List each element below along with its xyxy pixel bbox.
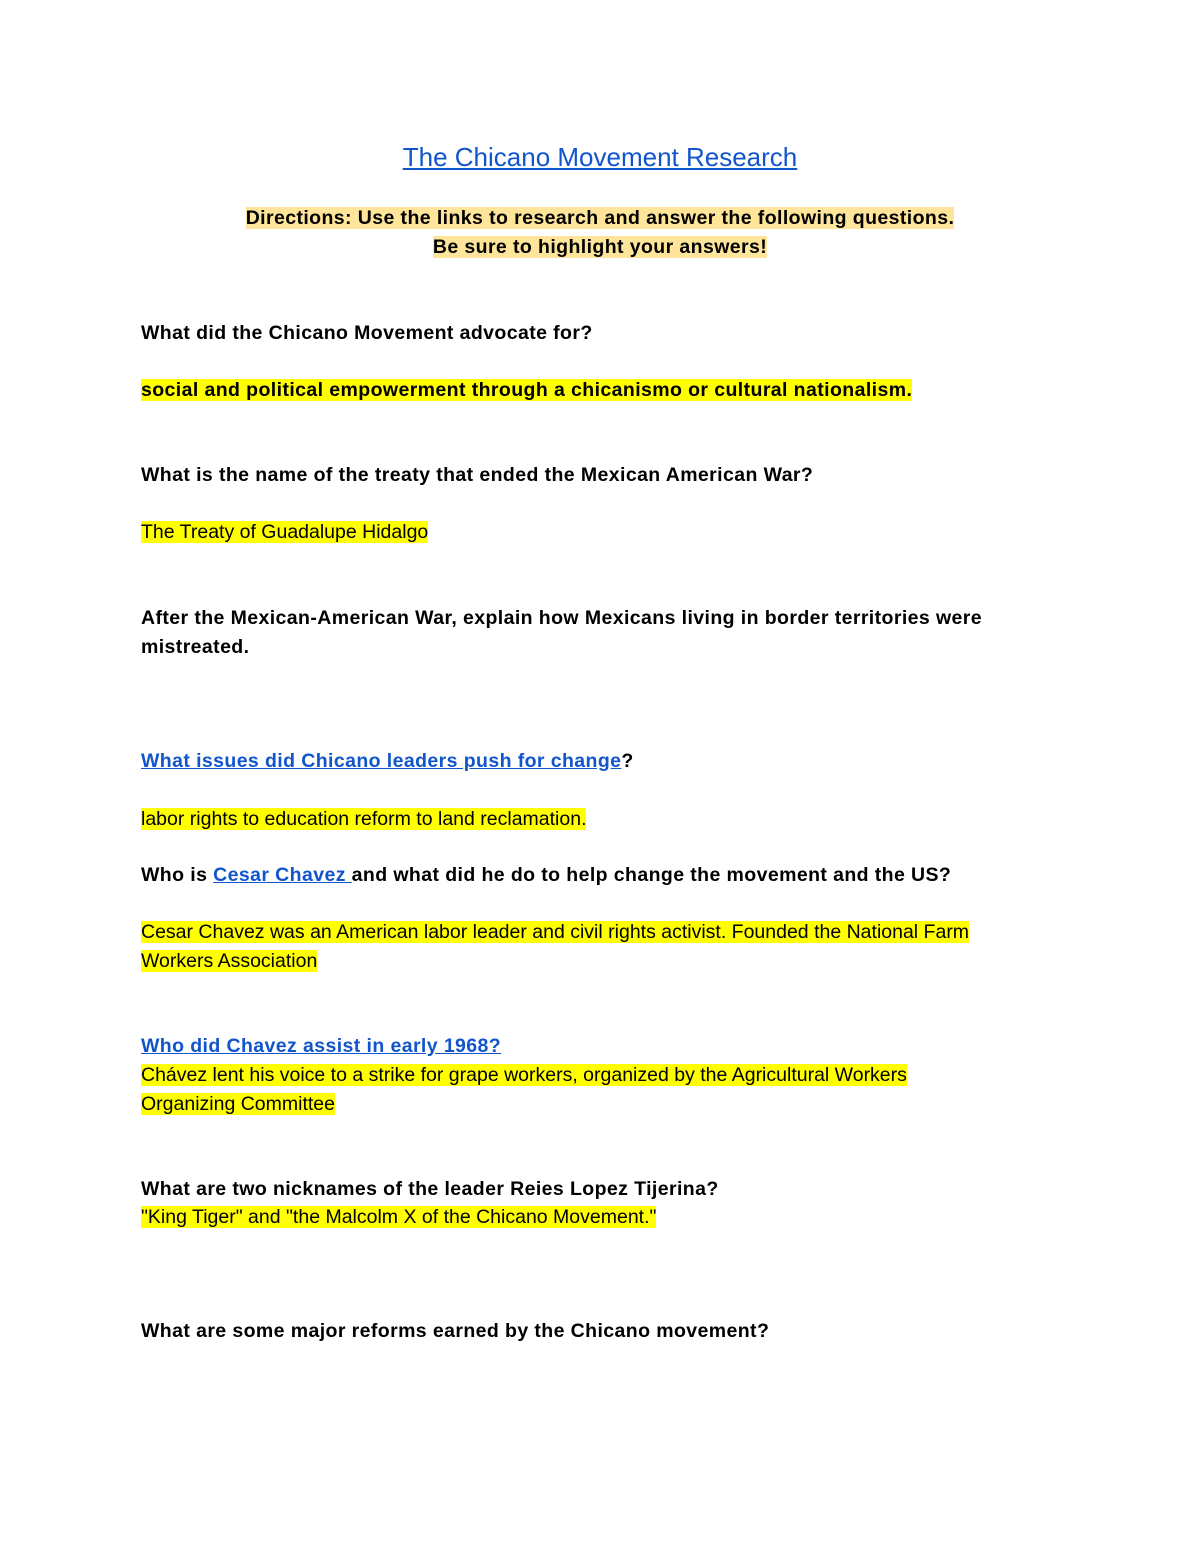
answer-2-line <box>141 518 428 547</box>
answer-6-line-1 <box>141 1061 907 1090</box>
question-8: What are some major reforms earned by the Chicano movement? <box>141 1320 770 1342</box>
question-5-prefix: Who is <box>141 864 214 886</box>
answer-4: labor rights to education reform to land reclamation. <box>141 808 587 830</box>
answer-6-text-1: Chávez lent his voice to a strike for grape workers, organized by the Agricultural Workers <box>141 1064 907 1086</box>
question-3-line-2: mistreated. <box>141 636 250 658</box>
page-title[interactable]: The Chicano Movement Research <box>402 142 798 172</box>
question-2: What is the name of the treaty that ended the Mexican American War? <box>141 464 814 486</box>
question-4 <box>141 747 634 776</box>
directions-text-2: Be sure to highlight your answers! <box>432 236 768 258</box>
cesar-chavez-link[interactable]: Cesar Chavez <box>213 864 352 886</box>
directions-line-1 <box>0 204 1200 233</box>
answer-1: social and political empowerment through a chicanismo or cultural nationalism. <box>141 379 913 401</box>
answer-6-text-2: Organizing Committee <box>141 1093 335 1115</box>
question-1: What did the Chicano Movement advocate for? <box>141 322 593 344</box>
answer-6-line-2 <box>141 1090 335 1119</box>
answer-7-line <box>141 1203 656 1232</box>
question-7: What are two nicknames of the leader Reies Lopez Tijerina? <box>141 1178 719 1200</box>
directions-text-1: Directions: Use the links to research and answer the following questions. <box>245 207 955 229</box>
answer-2: The Treaty of Guadalupe Hidalgo <box>141 521 429 543</box>
question-6-link[interactable]: Who did Chavez assist in early 1968? <box>141 1035 502 1057</box>
question-5 <box>141 861 951 890</box>
answer-7: "King Tiger" and "the Malcolm X of the Chicano Movement." <box>141 1206 657 1228</box>
question-4-suffix: ? <box>621 750 634 772</box>
answer-5-line-1 <box>141 918 969 947</box>
directions-line-2 <box>0 233 1200 262</box>
question-5-suffix: and what did he do to help change the movement and the US? <box>351 864 952 886</box>
question-6 <box>141 1032 501 1061</box>
question-4-link[interactable]: What issues did Chicano leaders push for change <box>141 750 622 772</box>
answer-1-line <box>141 376 912 405</box>
answer-5-text-1: Cesar Chavez was an American labor leader and civil rights activist. Founded the National Farm <box>141 921 970 943</box>
answer-4-line <box>141 805 586 834</box>
page-title-wrapper <box>0 140 1200 175</box>
answer-5-text-2: Workers Association <box>141 950 318 972</box>
answer-5-line-2 <box>141 947 317 976</box>
question-3-line-1: After the Mexican-American War, explain how Mexicans living in border territories were <box>141 607 982 629</box>
